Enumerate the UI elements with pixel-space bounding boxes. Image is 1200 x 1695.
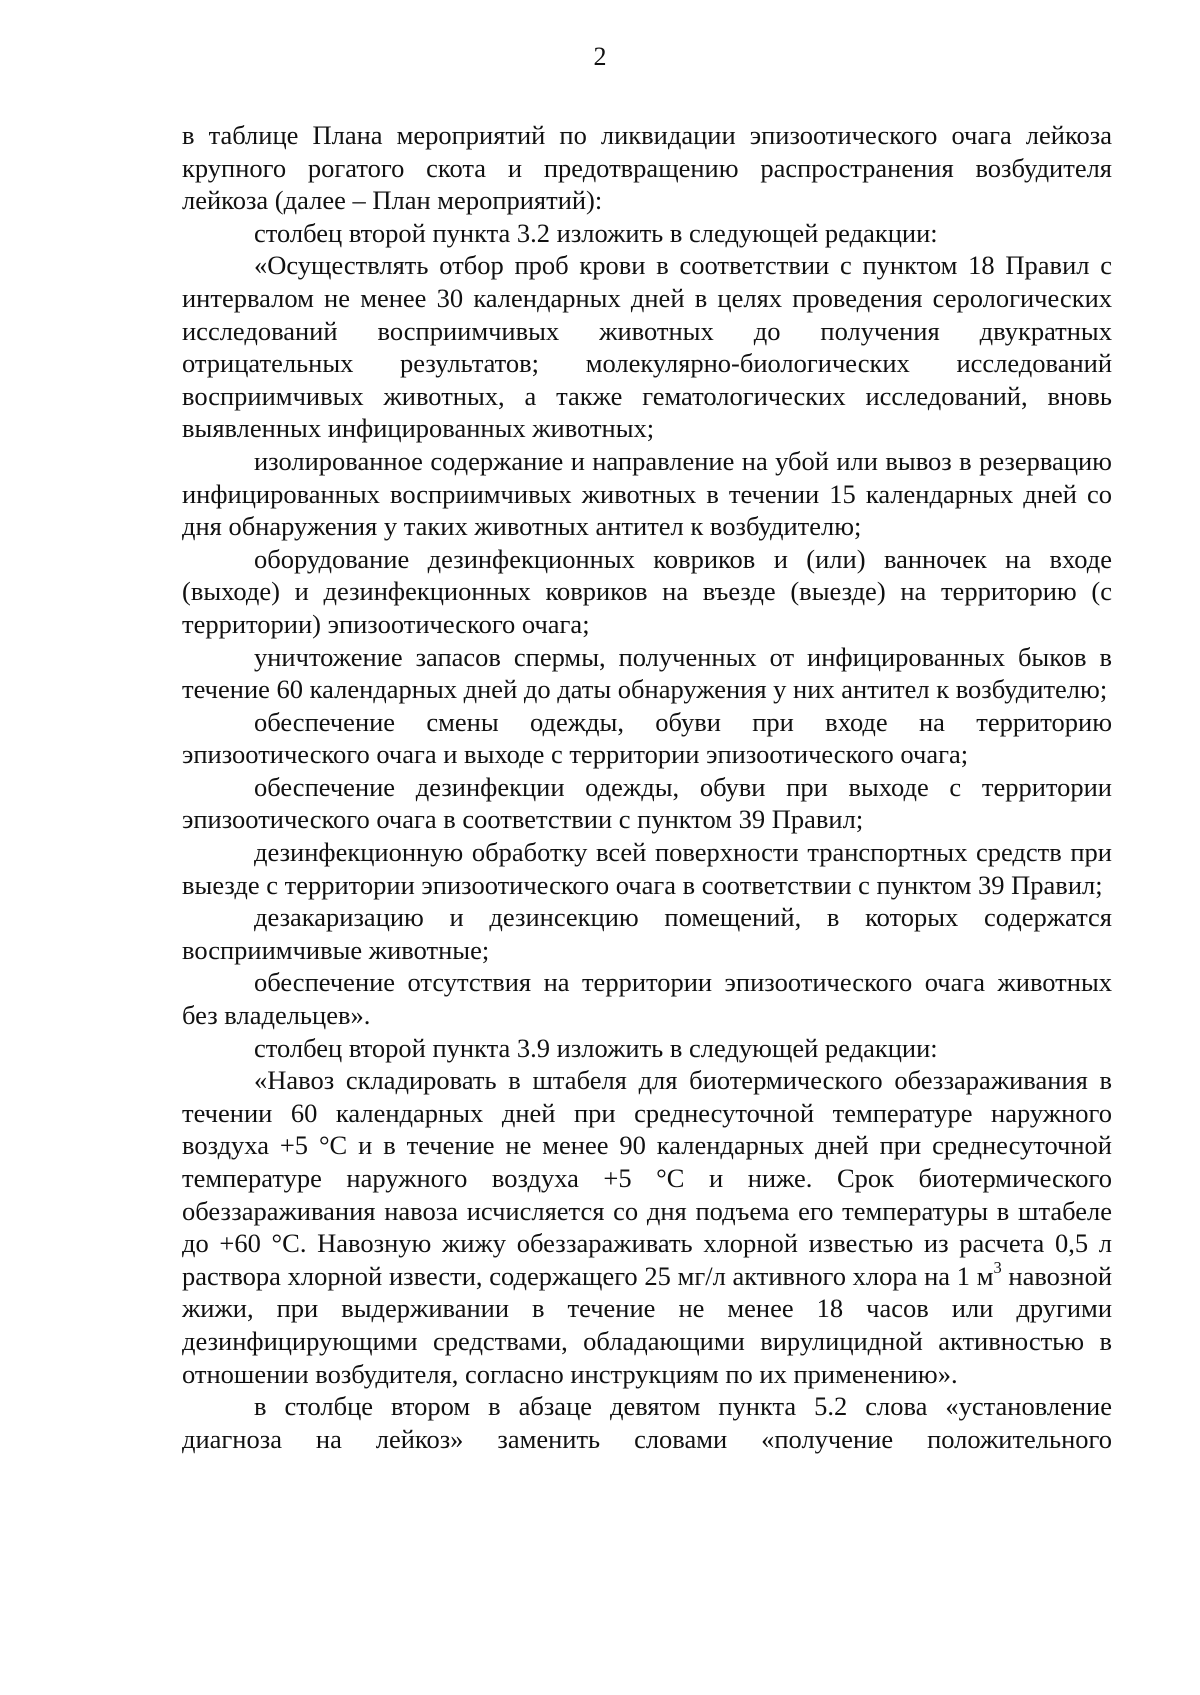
paragraph-semen-destruction: уничтожение запасов спермы, полученных от инфицированных быков в течение 60 календарных дней до даты обнаружения у них антител к возбудителю; — [182, 641, 1112, 705]
paragraph-column-5-2-change: в столбце втором в абзаце девятом пункта 5.2 слова «установление диагноза на лейкоз» заменить словами «получение положительного — [182, 1391, 1112, 1454]
paragraph-isolation: изолированное содержание и направление на убой или вывоз в резервацию инфицированных восприимчивых животных в течении 15 календарных дней со дня обнаружения у таких животных антител к возбудителю; — [182, 445, 1112, 542]
manure-text-part-2: навозной жижи, при выдерживании в течение не менее 18 часов или другими дезинфицирующими средствами, обладающими вирулицидной активностью в отношении возбудителя, согласно инструкциям по их применению». — [182, 1260, 1112, 1389]
manure-text-part-1: «Навоз складировать в штабеля для биотермического обеззараживания в течении 60 календарных дней при среднесуточной температуре наружного воздуха +5 °С и в течение не менее 90 календарных дней при среднесуточной температуре наружного воздуха +5 °С и ниже. Срок биотермического обеззараживания навоза исчисляется со дня подъема его температуры в штабеле до +60 °С. Навозную жижу обеззараживать хлорной известью из расчета 0,5 л раствора хлорной извести, содержащего 25 мг/л активного хлора на 1 м — [182, 1065, 1112, 1291]
page-number: 2 — [593, 42, 607, 71]
paragraph-intro: в таблице Плана мероприятий по ликвидации эпизоотического очага лейкоза крупного рогатого скота и предотвращению распространения возбудителя лейкоза (далее – План мероприятий): — [182, 120, 1112, 216]
paragraph-vehicle-disinfection: дезинфекционную обработку всей поверхности транспортных средств при выезде с территории эпизоотического очага в соответствии с пунктом 39 Правил; — [182, 837, 1112, 900]
paragraph-column-3-2-heading: столбец второй пункта 3.2 изложить в следующей редакции: — [254, 217, 938, 248]
paragraph-no-ownerless-animals: обеспечение отсутствия на территории эпизоотического очага животных без владельцев». — [182, 967, 1112, 1031]
paragraph-manure-disinfection — [182, 1064, 1112, 1390]
paragraph-blood-sampling: «Осуществлять отбор проб крови в соответствии с пунктом 18 Правил с интервалом не менее 30 календарных дней в целях проведения серологических исследований восприимчивых животных до получения двукратных отрицательных результатов; молекулярно-биологических исследований восприимчивых животных, а также гематологических исследований, вновь выявленных инфицированных животных; — [182, 250, 1112, 444]
cubic-superscript: 3 — [993, 1257, 1002, 1277]
paragraph-clothing-disinfection: обеспечение дезинфекции одежды, обуви при выходе с территории эпизоотического очага в соответствии с пунктом 39 Правил; — [182, 771, 1112, 835]
paragraph-acaricide-treatment: дезакаризацию и дезинсекцию помещений, в которых содержатся восприимчивые животные; — [182, 902, 1112, 965]
paragraph-column-3-9-heading: столбец второй пункта 3.9 изложить в следующей редакции: — [254, 1032, 938, 1063]
paragraph-clothing-change: обеспечение смены одежды, обуви при входе на территорию эпизоотического очага и выходе с территории эпизоотического очага; — [182, 706, 1112, 770]
paragraph-disinfection-mats: оборудование дезинфекционных ковриков и (или) ванночек на входе (выходе) и дезинфекционных ковриков на въезде (выезде) на территорию (с территории) эпизоотического очага; — [182, 543, 1112, 639]
document-body — [182, 119, 1112, 1455]
